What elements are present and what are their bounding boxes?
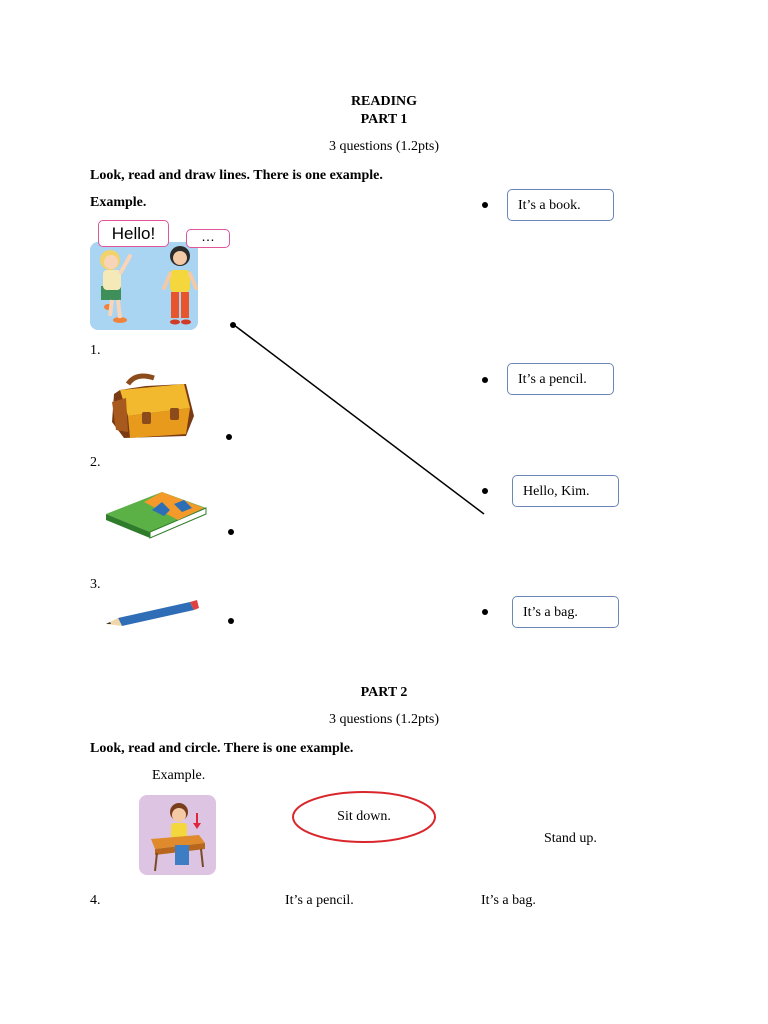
example-label: Example. (90, 195, 147, 210)
speech-bubble-reply: … (186, 229, 230, 248)
item-number-3: 3. (90, 577, 101, 592)
question-4-option-b[interactable]: It’s a bag. (481, 893, 536, 908)
boy-sitting-at-desk-icon (139, 795, 216, 875)
speech-bubble-hello: Hello! (98, 220, 169, 247)
part2-example-circled-option[interactable]: Sit down. (337, 809, 391, 824)
part1-questions: 3 questions (1.2pts) (328, 139, 440, 154)
question-4-number: 4. (90, 893, 101, 908)
section-title: READING (350, 94, 418, 109)
part2-example-other-option[interactable]: Stand up. (544, 831, 597, 846)
item-number-2: 2. (90, 455, 101, 470)
item-number-1: 1. (90, 343, 101, 358)
part2-questions: 3 questions (1.2pts) (328, 712, 440, 727)
option-box-2: It’s a pencil. (507, 363, 614, 395)
part1-title: PART 1 (360, 112, 408, 127)
part2-example-picture (139, 795, 216, 875)
option-box-4: It’s a bag. (512, 596, 619, 628)
option-box-1: It’s a book. (507, 189, 614, 221)
question-4-option-a[interactable]: It’s a pencil. (285, 893, 354, 908)
part2-example-label: Example. (152, 768, 206, 783)
part1-instruction: Look, read and draw lines. There is one example. (90, 168, 383, 183)
option-box-3: Hello, Kim. (512, 475, 619, 507)
part2-instruction: Look, read and circle. There is one example. (90, 741, 354, 756)
part2-title: PART 2 (360, 685, 408, 700)
